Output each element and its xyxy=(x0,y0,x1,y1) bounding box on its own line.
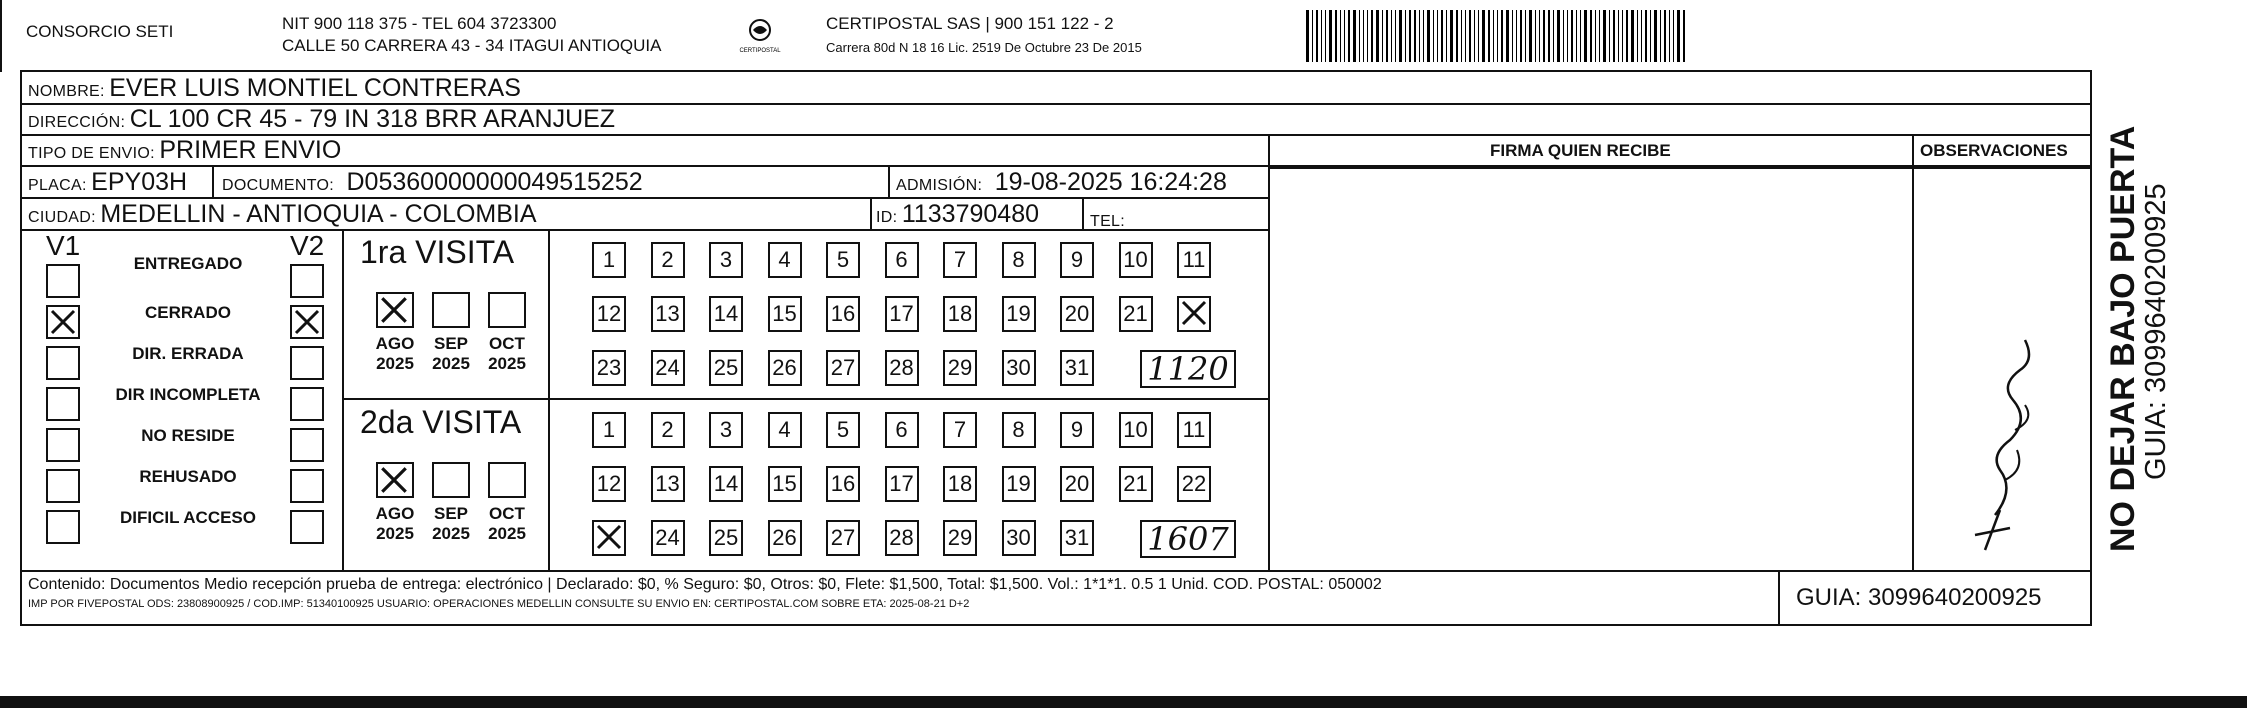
barcode-bar xyxy=(1512,10,1513,62)
placa-field xyxy=(28,168,187,197)
barcode-bar xyxy=(1641,10,1642,62)
v2-checkbox[interactable] xyxy=(290,387,324,421)
day-box[interactable]: 18 xyxy=(943,466,977,502)
v2-checkbox[interactable] xyxy=(290,510,324,544)
courier-line: CERTIPOSTAL SAS | 900 151 122 - 2 xyxy=(826,14,1114,33)
day-box[interactable]: 2 xyxy=(651,412,685,448)
barcode-bar xyxy=(1348,10,1350,62)
barcode-bar xyxy=(1344,10,1345,62)
footer-line-1: Contenido: Documentos Medio recepción prueba de entrega: electrónico | Declarado: $0, % Seguro: $0, Otros: $0, Flete: $1,500, Total: $1,500. Vol.: 1*1*1. 0.5 1 Unid. COD. POSTAL: 050002 xyxy=(28,576,1382,593)
month-name: AGO xyxy=(375,334,415,353)
v2-checkbox[interactable] xyxy=(290,305,324,339)
day-box[interactable]: 6 xyxy=(885,242,919,278)
month-label xyxy=(370,334,420,374)
day-box[interactable]: 1 xyxy=(592,412,626,448)
placa-label: PLACA: xyxy=(28,177,87,194)
barcode-bar xyxy=(1353,10,1356,62)
barcode-bar xyxy=(1316,10,1318,62)
month-label xyxy=(370,504,420,544)
barcode-bar xyxy=(1580,10,1581,62)
barcode-bar xyxy=(1571,10,1573,62)
barcode-bar xyxy=(1450,10,1453,62)
month-name: OCT xyxy=(489,334,525,353)
day-box[interactable]: 30 xyxy=(1002,350,1036,386)
barcode-bar xyxy=(1622,10,1623,62)
day-box[interactable]: 20 xyxy=(1060,296,1094,332)
day-box[interactable]: 19 xyxy=(1002,466,1036,502)
day-box[interactable]: 5 xyxy=(826,242,860,278)
id-value: 1133790480 xyxy=(901,200,1039,228)
footer-line-2: IMP POR FIVEPOSTAL ODS: 23808900925 / COD.IMP: 51340100925 USUARIO: OPERACIONES MEDELLIN CONSULTE SU ENVIO EN: CERTIPOSTAL.COM SOBRE ETA: 2025-08-21 D+2 xyxy=(28,598,970,610)
month-label xyxy=(482,334,532,374)
barcode-bar xyxy=(1584,10,1587,62)
barcode-bar xyxy=(1548,10,1550,62)
month-label xyxy=(482,504,532,544)
tel-field xyxy=(1090,204,1125,233)
v1-checkbox[interactable] xyxy=(46,264,80,298)
month-label xyxy=(426,334,476,374)
reason-label: CERRADO xyxy=(145,303,231,322)
barcode-bar xyxy=(1329,10,1332,62)
barcode-bar xyxy=(1529,10,1532,62)
barcode-bar xyxy=(1395,10,1396,62)
barcode-bar xyxy=(1543,10,1545,62)
day-box[interactable]: 16 xyxy=(826,466,860,502)
day-box[interactable]: 29 xyxy=(943,350,977,386)
barcode-bar xyxy=(1539,10,1540,62)
day-box[interactable]: 15 xyxy=(768,296,802,332)
barcode-bar xyxy=(1321,10,1322,62)
month-year: 2025 xyxy=(488,354,526,373)
barcode-bar xyxy=(1553,10,1554,62)
barcode xyxy=(1306,10,1688,62)
barcode-bar xyxy=(1340,10,1341,62)
barcode-bar xyxy=(1631,10,1634,62)
barcode-bar xyxy=(1423,10,1424,62)
barcode-bar xyxy=(1669,10,1670,62)
barcode-bar xyxy=(1371,10,1373,62)
v2-header: V2 xyxy=(290,230,325,261)
day-box[interactable]: 27 xyxy=(826,520,860,556)
month-year: 2025 xyxy=(432,354,470,373)
day-box[interactable]: 13 xyxy=(651,296,685,332)
barcode-bar xyxy=(1677,10,1680,62)
v1-checkbox[interactable] xyxy=(46,387,80,421)
barcode-bar xyxy=(1525,10,1526,62)
reason-label: ENTREGADO xyxy=(133,254,243,273)
barcode-bar xyxy=(1599,10,1600,62)
barcode-bar xyxy=(1376,10,1379,62)
barcode-bar xyxy=(1312,10,1313,62)
barcode-bar xyxy=(1386,10,1388,62)
barcode-bar xyxy=(1306,10,1309,62)
nombre-row xyxy=(28,74,521,103)
direccion-row xyxy=(28,105,615,134)
observaciones-header: OBSERVACIONES xyxy=(1920,141,2068,160)
day-box[interactable]: 8 xyxy=(1002,412,1036,448)
ciudad-label: CIUDAD: xyxy=(28,209,96,226)
day-box[interactable]: 10 xyxy=(1119,412,1153,448)
barcode-bar xyxy=(1660,10,1661,62)
day-box[interactable]: 8 xyxy=(1002,242,1036,278)
month-year: 2025 xyxy=(488,524,526,543)
barcode-bar xyxy=(1609,10,1610,62)
day-box[interactable] xyxy=(1177,296,1211,332)
barcode-bar xyxy=(1626,10,1628,62)
barcode-bar xyxy=(1664,10,1666,62)
day-box[interactable]: 27 xyxy=(826,350,860,386)
day-box[interactable]: 2 xyxy=(651,242,685,278)
day-box[interactable]: 24 xyxy=(651,350,685,386)
barcode-bar xyxy=(1405,10,1406,62)
day-box[interactable]: 18 xyxy=(943,296,977,332)
ciudad-field xyxy=(28,200,537,229)
day-box[interactable]: 6 xyxy=(885,412,919,448)
day-box[interactable]: 12 xyxy=(592,296,626,332)
day-box[interactable]: 19 xyxy=(1002,296,1036,332)
day-box[interactable]: 20 xyxy=(1060,466,1094,502)
barcode-bar xyxy=(1456,10,1458,62)
v2-checkbox[interactable] xyxy=(290,428,324,462)
direccion-value: CL 100 CR 45 - 79 IN 318 BRR ARANJUEZ xyxy=(129,105,616,133)
month-checkbox[interactable] xyxy=(488,462,526,498)
v2-checkbox[interactable] xyxy=(290,264,324,298)
barcode-bar xyxy=(1433,10,1434,62)
day-box[interactable]: 21 xyxy=(1119,466,1153,502)
placa-value: EPY03H xyxy=(91,168,188,196)
day-box[interactable]: 21 xyxy=(1119,296,1153,332)
barcode-bar xyxy=(1683,10,1685,62)
barcode-bar xyxy=(1488,10,1490,62)
day-box[interactable]: 3 xyxy=(709,412,743,448)
barcode-bar xyxy=(1469,10,1471,62)
handwritten-signature xyxy=(1955,320,2045,560)
day-box[interactable] xyxy=(592,520,626,556)
svg-text:CERTIPOSTAL: CERTIPOSTAL xyxy=(739,48,781,54)
v1-header: V1 xyxy=(46,230,81,261)
month-name: OCT xyxy=(489,504,525,523)
documento-label: DOCUMENTO: xyxy=(222,177,335,194)
ciudad-value: MEDELLIN - ANTIOQUIA - COLOMBIA xyxy=(100,200,537,228)
bottom-edge xyxy=(0,696,2247,708)
barcode-bar xyxy=(1603,10,1606,62)
barcode-bar xyxy=(1563,10,1564,62)
address-line: CALLE 50 CARRERA 43 - 34 ITAGUI ANTIOQUIA xyxy=(282,36,662,55)
day-box[interactable]: 24 xyxy=(651,520,685,556)
license-line: Carrera 80d N 18 16 Lic. 2519 De Octubre 23 De 2015 xyxy=(826,40,1142,55)
month-year: 2025 xyxy=(376,354,414,373)
certipostal-logo xyxy=(738,16,782,58)
day-box[interactable]: 15 xyxy=(768,466,802,502)
day-box[interactable]: 13 xyxy=(651,466,685,502)
day-box[interactable]: 5 xyxy=(826,412,860,448)
month-checkbox[interactable] xyxy=(432,292,470,328)
barcode-bar xyxy=(1335,10,1337,62)
side-guia: GUIA: 3099640200925 xyxy=(2140,183,2172,480)
day-box[interactable]: 17 xyxy=(885,466,919,502)
barcode-bar xyxy=(1325,10,1326,62)
day-box[interactable]: 17 xyxy=(885,296,919,332)
tipo-value: PRIMER ENVIO xyxy=(159,136,342,164)
day-box[interactable]: 4 xyxy=(768,242,802,278)
company-name: CONSORCIO SETI xyxy=(26,22,174,41)
nombre-value: EVER LUIS MONTIEL CONTRERAS xyxy=(109,74,521,102)
barcode-bar xyxy=(1557,10,1560,62)
reason-label: NO RESIDE xyxy=(141,426,235,445)
month-label xyxy=(426,504,476,544)
v2-checkbox[interactable] xyxy=(290,346,324,380)
day-box[interactable]: 26 xyxy=(768,520,802,556)
v2-checkbox[interactable] xyxy=(290,469,324,503)
month-year: 2025 xyxy=(432,524,470,543)
month-year: 2025 xyxy=(376,524,414,543)
barcode-bar xyxy=(1595,10,1596,62)
month-checkbox[interactable] xyxy=(432,462,470,498)
barcode-bar xyxy=(1359,10,1360,62)
barcode-bar xyxy=(1409,10,1411,62)
documento-value: D05360000000049515252 xyxy=(346,168,643,196)
month-name: AGO xyxy=(375,504,415,523)
barcode-bar xyxy=(1382,10,1383,62)
day-box[interactable]: 25 xyxy=(709,350,743,386)
barcode-bar xyxy=(1363,10,1364,62)
reason-label: DIFICIL ACCESO xyxy=(119,508,256,527)
day-box[interactable]: 9 xyxy=(1060,412,1094,448)
barcode-bar xyxy=(1478,10,1479,62)
day-box[interactable]: 22 xyxy=(1177,466,1211,502)
day-box[interactable]: 25 xyxy=(709,520,743,556)
day-box[interactable]: 7 xyxy=(943,412,977,448)
barcode-bar xyxy=(1535,10,1536,62)
barcode-bar xyxy=(1465,10,1466,62)
month-checkbox[interactable] xyxy=(376,292,414,328)
day-box[interactable]: 26 xyxy=(768,350,802,386)
reason-label: DIR INCOMPLETA xyxy=(115,385,261,404)
id-field xyxy=(876,200,1039,229)
barcode-bar xyxy=(1399,10,1402,62)
barcode-bar xyxy=(1501,10,1503,62)
visit-title: 2da VISITA xyxy=(360,404,522,440)
barcode-bar xyxy=(1506,10,1509,62)
v1-checkbox[interactable] xyxy=(46,469,80,503)
barcode-bar xyxy=(1391,10,1392,62)
barcode-bar xyxy=(1637,10,1638,62)
barcode-bar xyxy=(1650,10,1651,62)
handwritten-time: 1607 xyxy=(1140,520,1236,558)
tipo-row xyxy=(28,136,341,165)
day-box[interactable]: 4 xyxy=(768,412,802,448)
barcode-bar xyxy=(1437,10,1438,62)
admision-value: 19-08-2025 16:24:28 xyxy=(994,168,1227,196)
id-label: ID: xyxy=(876,209,898,226)
nit-line: NIT 900 118 375 - TEL 604 3723300 xyxy=(282,14,557,33)
barcode-bar xyxy=(1567,10,1568,62)
reason-label: DIR. ERRADA xyxy=(132,344,244,363)
day-box[interactable]: 16 xyxy=(826,296,860,332)
barcode-bar xyxy=(1419,10,1420,62)
barcode-bar xyxy=(1461,10,1462,62)
firma-header: FIRMA QUIEN RECIBE xyxy=(1490,141,1671,160)
v1-checkbox[interactable] xyxy=(46,510,80,544)
tel-label: TEL: xyxy=(1090,213,1125,230)
day-box[interactable]: 9 xyxy=(1060,242,1094,278)
barcode-bar xyxy=(1590,10,1592,62)
nombre-label: NOMBRE: xyxy=(28,83,105,100)
day-box[interactable]: 30 xyxy=(1002,520,1036,556)
barcode-bar xyxy=(1618,10,1619,62)
barcode-bar xyxy=(1497,10,1498,62)
day-box[interactable]: 28 xyxy=(885,350,919,386)
month-checkbox[interactable] xyxy=(376,462,414,498)
documento-field xyxy=(222,168,643,197)
day-box[interactable]: 14 xyxy=(709,296,743,332)
barcode-bar xyxy=(1654,10,1657,62)
handwritten-time: 1120 xyxy=(1140,350,1236,388)
month-name: SEP xyxy=(433,504,469,523)
barcode-bar xyxy=(1482,10,1485,62)
barcode-bar xyxy=(1493,10,1494,62)
barcode-bar xyxy=(1613,10,1615,62)
day-box[interactable]: 10 xyxy=(1119,242,1153,278)
barcode-bar xyxy=(1441,10,1443,62)
barcode-bar xyxy=(1673,10,1674,62)
barcode-bar xyxy=(1446,10,1447,62)
side-notice: NO DEJAR BAJO PUERTA xyxy=(2104,125,2142,552)
day-box[interactable]: 23 xyxy=(592,350,626,386)
barcode-bar xyxy=(1414,10,1416,62)
month-name: SEP xyxy=(433,334,469,353)
day-box[interactable]: 31 xyxy=(1060,520,1094,556)
v1-checkbox[interactable] xyxy=(46,428,80,462)
day-box[interactable]: 12 xyxy=(592,466,626,502)
barcode-bar xyxy=(1645,10,1647,62)
day-box[interactable]: 29 xyxy=(943,520,977,556)
barcode-bar xyxy=(1516,10,1517,62)
month-checkbox[interactable] xyxy=(488,292,526,328)
day-box[interactable]: 31 xyxy=(1060,350,1094,386)
barcode-bar xyxy=(1367,10,1368,62)
barcode-bar xyxy=(1427,10,1430,62)
day-box[interactable]: 28 xyxy=(885,520,919,556)
reason-label: REHUSADO xyxy=(139,467,237,486)
direccion-label: DIRECCIÓN: xyxy=(28,114,126,131)
admision-label: ADMISIÓN: xyxy=(896,177,983,194)
tipo-label: TIPO DE ENVIO: xyxy=(28,145,155,162)
v1-checkbox[interactable] xyxy=(46,305,80,339)
barcode-bar xyxy=(1576,10,1577,62)
day-box[interactable]: 1 xyxy=(592,242,626,278)
day-box[interactable]: 11 xyxy=(1177,242,1211,278)
barcode-bar xyxy=(1474,10,1475,62)
admision-field xyxy=(896,168,1227,197)
visit-title: 1ra VISITA xyxy=(360,234,515,270)
v1-checkbox[interactable] xyxy=(46,346,80,380)
footer-guia: GUIA: 3099640200925 xyxy=(1796,584,2042,611)
day-box[interactable]: 11 xyxy=(1177,412,1211,448)
day-box[interactable]: 14 xyxy=(709,466,743,502)
barcode-bar xyxy=(1520,10,1522,62)
day-box[interactable]: 7 xyxy=(943,242,977,278)
day-box[interactable]: 3 xyxy=(709,242,743,278)
